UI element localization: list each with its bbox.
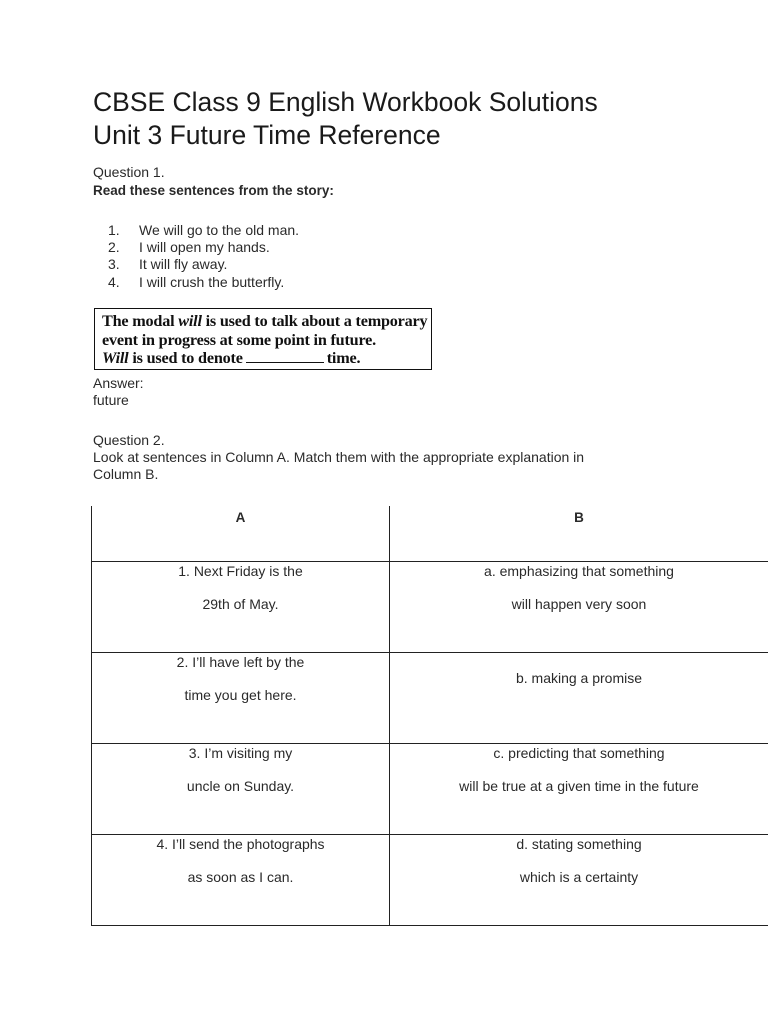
column-b-cell: c. predicting that something will be true at a given time in the future bbox=[390, 743, 768, 834]
list-item: 3. It will fly away. bbox=[108, 256, 228, 273]
title-line-1: CBSE Class 9 English Workbook Solutions bbox=[93, 87, 598, 117]
box-line-1: The modal will is used to talk about a temporary bbox=[102, 312, 428, 330]
sentence-list bbox=[93, 222, 299, 291]
column-b-cell: d. stating something which is a certainty bbox=[390, 834, 768, 925]
column-a-cell: 2. I’ll have left by the time you get here. bbox=[92, 652, 390, 743]
sentence-text: I will crush the butterfly. bbox=[139, 273, 285, 290]
matching-table bbox=[91, 506, 768, 926]
sentence-text: We will go to the old man. bbox=[139, 222, 300, 238]
column-a-cell: 4. I’ll send the photographs as soon as I can. bbox=[92, 834, 390, 925]
answer-label: Answer: bbox=[93, 375, 144, 391]
title-line-2: Unit 3 Future Time Reference bbox=[93, 120, 441, 150]
question-2-label: Question 2. bbox=[93, 432, 165, 448]
table-row bbox=[92, 652, 768, 743]
column-b-header: B bbox=[390, 506, 768, 561]
table-row bbox=[92, 561, 768, 652]
sentence-text: It will fly away. bbox=[139, 256, 228, 273]
box-line-3: Will is used to denote time. bbox=[102, 349, 361, 367]
table-header-row bbox=[92, 506, 768, 561]
column-a-header: A bbox=[92, 506, 390, 561]
question-1-label: Question 1. bbox=[93, 164, 165, 180]
list-item: 1. We will go to the old man. bbox=[108, 222, 300, 238]
column-a-cell: 1. Next Friday is the 29th of May. bbox=[92, 561, 390, 652]
question-1-instruction: Read these sentences from the story: bbox=[93, 183, 334, 198]
table-row bbox=[92, 834, 768, 925]
question-2-instruction-1: Look at sentences in Column A. Match them with the appropriate explanation in bbox=[93, 449, 585, 465]
question-2-instruction-2: Column B. bbox=[93, 466, 159, 482]
modal-will-box bbox=[94, 308, 432, 370]
list-item: 4. I will crush the butterfly. bbox=[108, 273, 285, 290]
table-row bbox=[92, 743, 768, 834]
column-b-cell: b. making a promise bbox=[390, 652, 768, 743]
column-b-cell: a. emphasizing that something will happen very soon bbox=[390, 561, 768, 652]
fill-in-blank bbox=[246, 350, 324, 363]
sentence-text: I will open my hands. bbox=[139, 239, 270, 256]
answer-text: future bbox=[93, 392, 129, 408]
column-a-cell: 3. I’m visiting my uncle on Sunday. bbox=[92, 743, 390, 834]
list-item: 2. I will open my hands. bbox=[108, 239, 270, 256]
box-line-2: event in progress at some point in future. bbox=[102, 330, 376, 349]
page-title bbox=[93, 86, 598, 152]
